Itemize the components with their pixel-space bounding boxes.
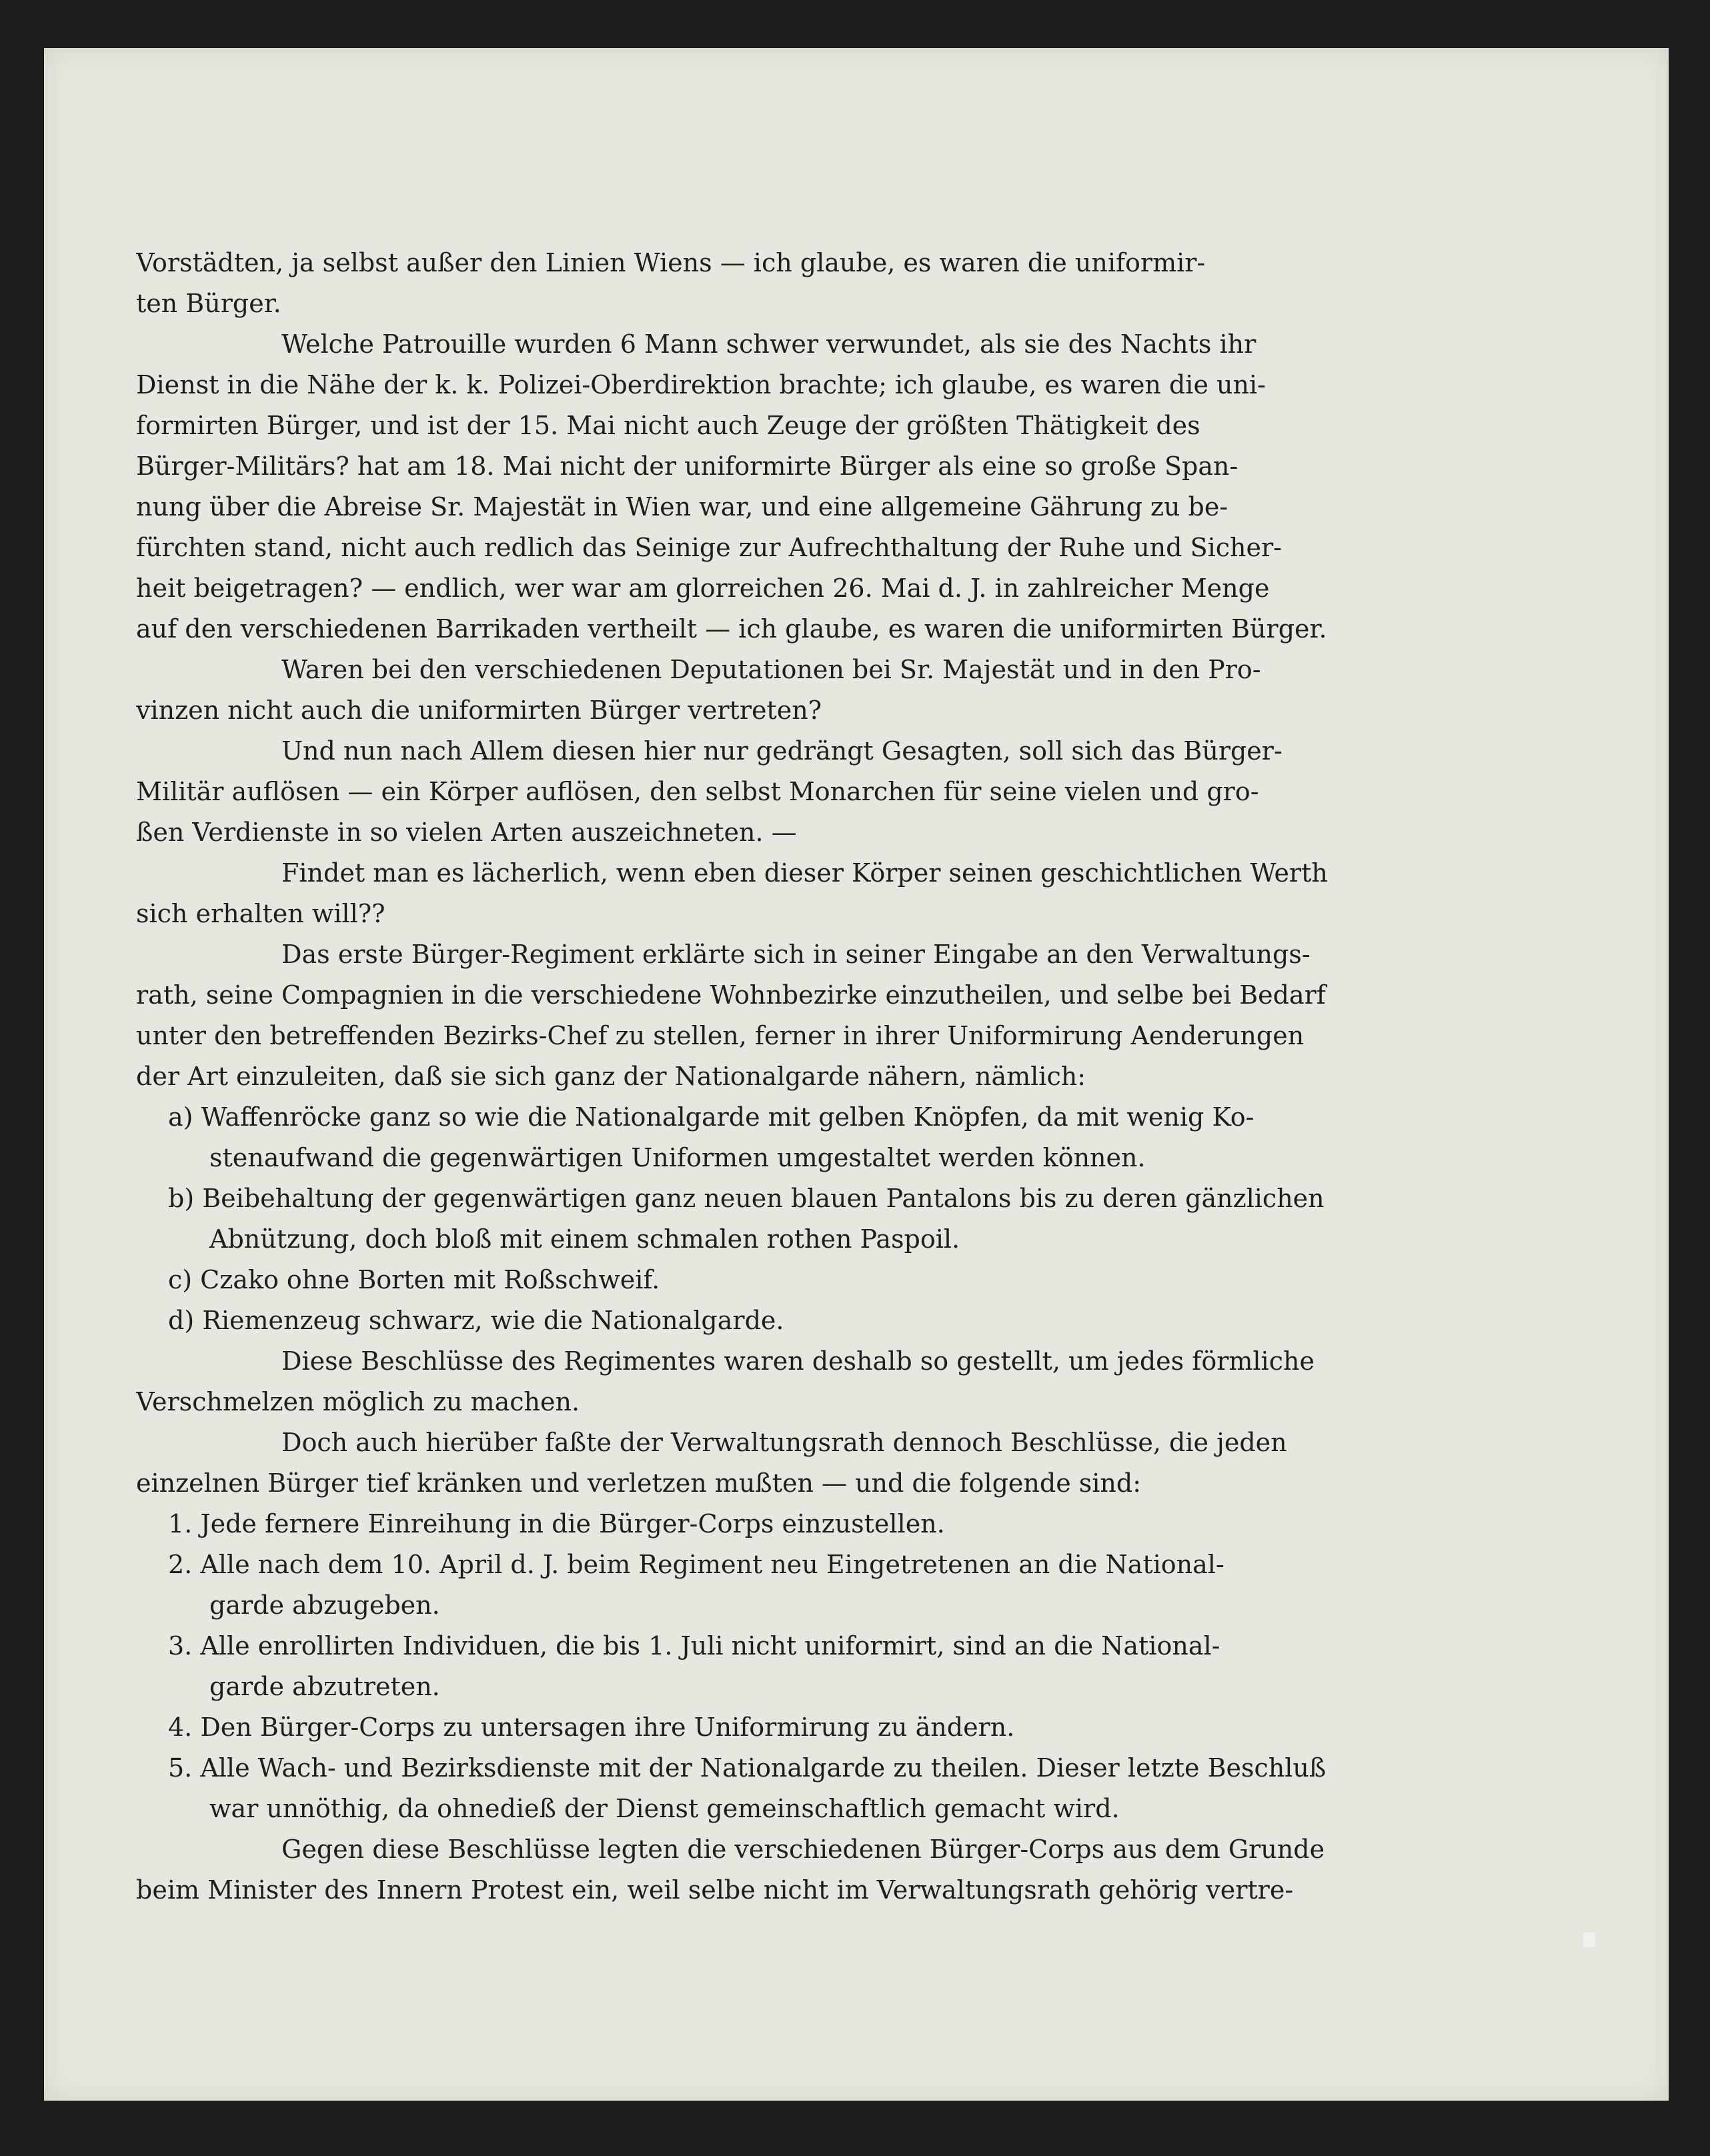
text-line: ßen Verdienste in so vielen Arten auszeichneten. — [136, 818, 797, 847]
paragraph-start: Doch auch hierüber faßte der Verwaltungsrath dennoch Beschlüsse, die jeden [281, 1428, 1287, 1457]
text-line: Vorstädten, ja selbst außer den Linien Wiens — ich glaube, es waren die uniformir- [136, 248, 1206, 277]
paragraph-start: Waren bei den verschiedenen Deputationen bei Sr. Majestät und in den Pro- [281, 655, 1261, 684]
text-line: nung über die Abreise Sr. Majestät in Wien war, und eine allgemeine Gährung zu be- [136, 492, 1228, 521]
text-line: vinzen nicht auch die uniformirten Bürger vertreten? [136, 696, 822, 725]
list-item-continuation: stenaufwand die gegenwärtigen Uniformen umgestaltet werden können. [209, 1143, 1146, 1172]
list-item-continuation: war unnöthig, da ohnedieß der Dienst gemeinschaftlich gemacht wird. [209, 1794, 1120, 1823]
text-line: Dienst in die Nähe der k. k. Polizei-Oberdirektion brachte; ich glaube, es waren die uni- [136, 370, 1266, 399]
text-line: der Art einzuleiten, daß sie sich ganz der Nationalgarde nähern, nämlich: [136, 1062, 1086, 1091]
text-line: Bürger-Militärs? hat am 18. Mai nicht der uniformirte Bürger als eine so große Span- [136, 451, 1238, 481]
text-line: beim Minister des Innern Protest ein, weil selbe nicht im Verwaltungsrath gehörig vertre- [136, 1875, 1294, 1905]
list-item: 1. Jede fernere Einreihung in die Bürger-Corps einzustellen. [168, 1509, 945, 1538]
list-item-continuation: garde abzutreten. [209, 1672, 440, 1701]
text-line: unter den betreffenden Bezirks-Chef zu stellen, ferner in ihrer Uniformirung Aenderungen [136, 1021, 1305, 1050]
text-line: rath, seine Compagnien in die verschiedene Wohnbezirke einzutheilen, und selbe bei Bedarf [136, 980, 1326, 1010]
document-page [44, 48, 1669, 2101]
paragraph-start: Gegen diese Beschlüsse legten die verschiedenen Bürger-Corps aus dem Grunde [281, 1835, 1325, 1864]
list-item: b) Beibehaltung der gegenwärtigen ganz neuen blauen Pantalons bis zu deren gänzlichen [168, 1184, 1325, 1213]
list-item: a) Waffenröcke ganz so wie die Nationalgarde mit gelben Knöpfen, da mit wenig Ko- [168, 1102, 1254, 1132]
paragraph-start: Und nun nach Allem diesen hier nur gedrängt Gesagten, soll sich das Bürger- [281, 736, 1282, 766]
paper-speck [1583, 1933, 1595, 1947]
text-line: ten Bürger. [136, 289, 281, 318]
body-text [136, 243, 1410, 1911]
text-line: einzelnen Bürger tief kränken und verletzen mußten — und die folgende sind: [136, 1468, 1142, 1498]
list-item-continuation: Abnützung, doch bloß mit einem schmalen rothen Paspoil. [209, 1224, 960, 1254]
text-line: sich erhalten will?? [136, 899, 385, 928]
list-item: 4. Den Bürger-Corps zu untersagen ihre Uniformirung zu ändern. [168, 1713, 1015, 1742]
list-item-continuation: garde abzugeben. [209, 1590, 440, 1620]
paragraph-start: Das erste Bürger-Regiment erklärte sich in seiner Eingabe an den Verwaltungs- [281, 940, 1311, 969]
text-line: fürchten stand, nicht auch redlich das Seinige zur Aufrechthaltung der Ruhe und Sicher- [136, 533, 1282, 562]
text-line: Militär auflösen — ein Körper auflösen, den selbst Monarchen für seine vielen und gro- [136, 777, 1259, 806]
list-item: 2. Alle nach dem 10. April d. J. beim Regiment neu Eingetretenen an die National- [168, 1550, 1224, 1579]
list-item: 3. Alle enrollirten Individuen, die bis 1. Juli nicht uniformirt, sind an die National- [168, 1631, 1220, 1661]
text-line: Verschmelzen möglich zu machen. [136, 1387, 580, 1416]
text-line: auf den verschiedenen Barrikaden vertheilt — ich glaube, es waren die uniformirten Bürger. [136, 614, 1327, 644]
list-item: 5. Alle Wach- und Bezirksdienste mit der Nationalgarde zu theilen. Dieser letzte Beschluß [168, 1753, 1327, 1783]
paragraph-start: Diese Beschlüsse des Regimentes waren deshalb so gestellt, um jedes förmliche [281, 1346, 1315, 1376]
list-item: d) Riemenzeug schwarz, wie die Nationalgarde. [168, 1306, 784, 1335]
text-line: heit beigetragen? — endlich, wer war am glorreichen 26. Mai d. J. in zahlreicher Menge [136, 574, 1270, 603]
list-item: c) Czako ohne Borten mit Roßschweif. [168, 1265, 660, 1294]
paragraph-start: Welche Patrouille wurden 6 Mann schwer verwundet, als sie des Nachts ihr [281, 329, 1256, 359]
text-line: formirten Bürger, und ist der 15. Mai nicht auch Zeuge der größten Thätigkeit des [136, 411, 1200, 440]
paragraph-start: Findet man es lächerlich, wenn eben dieser Körper seinen geschichtlichen Werth [281, 858, 1328, 888]
